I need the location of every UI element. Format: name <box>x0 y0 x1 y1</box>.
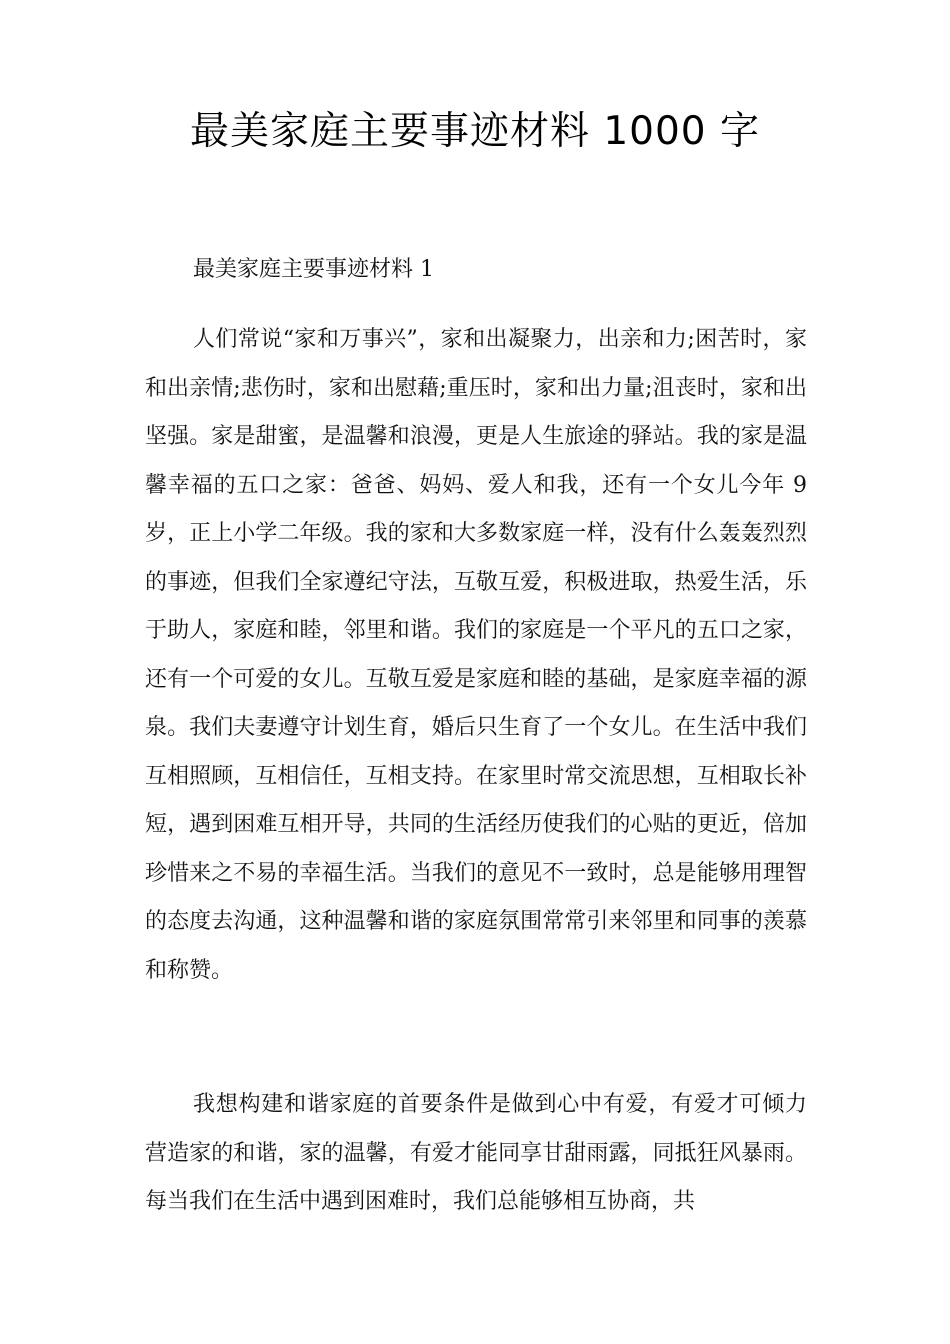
paragraph-1: 人们常说“家和万事兴”，家和出凝聚力，出亲和力;困苦时，家和出亲情;悲伤时，家和出慰藉;重压时，家和出力量;沮丧时，家和出坚强。家是甜蜜，是温馨和浪漫，更是人生旅途的驿站。我的家是温馨幸福的五口之家：爸爸、妈妈、爱人和我，还有一个女儿今年 9 岁，正上小学二年级。我的家和大多数家庭一样，没有什么轰轰烈烈的事迹，但我们全家遵纪守法，互敬互爱，积极进取，热爱生活，乐于助人，家庭和睦，邻里和谐。我们的家庭是一个平凡的五口之家，还有一个可爱的女儿。互敬互爱是家庭和睦的基础，是家庭幸福的源泉。我们夫妻遵守计划生育，婚后只生育了一个女儿。在生活中我们互相照顾，互相信任，互相支持。在家里时常交流思想，互相取长补短，遇到困难互相开导，共同的生活经历使我们的心贴的更近，倍加珍惜来之不易的幸福生活。当我们的意见不一致时，总是能够用理智的态度去沟通，这种温馨和谐的家庭氛围常常引来邻里和同事的羡慕和称赞。 <box>145 327 807 983</box>
section-heading: 最美家庭主要事迹材料 1 <box>193 257 434 282</box>
document-title: 最美家庭主要事迹材料 1000 字 <box>189 109 761 154</box>
paragraph-2: 我想构建和谐家庭的首要条件是做到心中有爱，有爱才可倾力营造家的和谐，家的温馨，有爱才能同享甘甜雨露，同抵狂风暴雨。每当我们在生活中遇到困难时，我们总能够相互协商，共 <box>145 1092 807 1214</box>
